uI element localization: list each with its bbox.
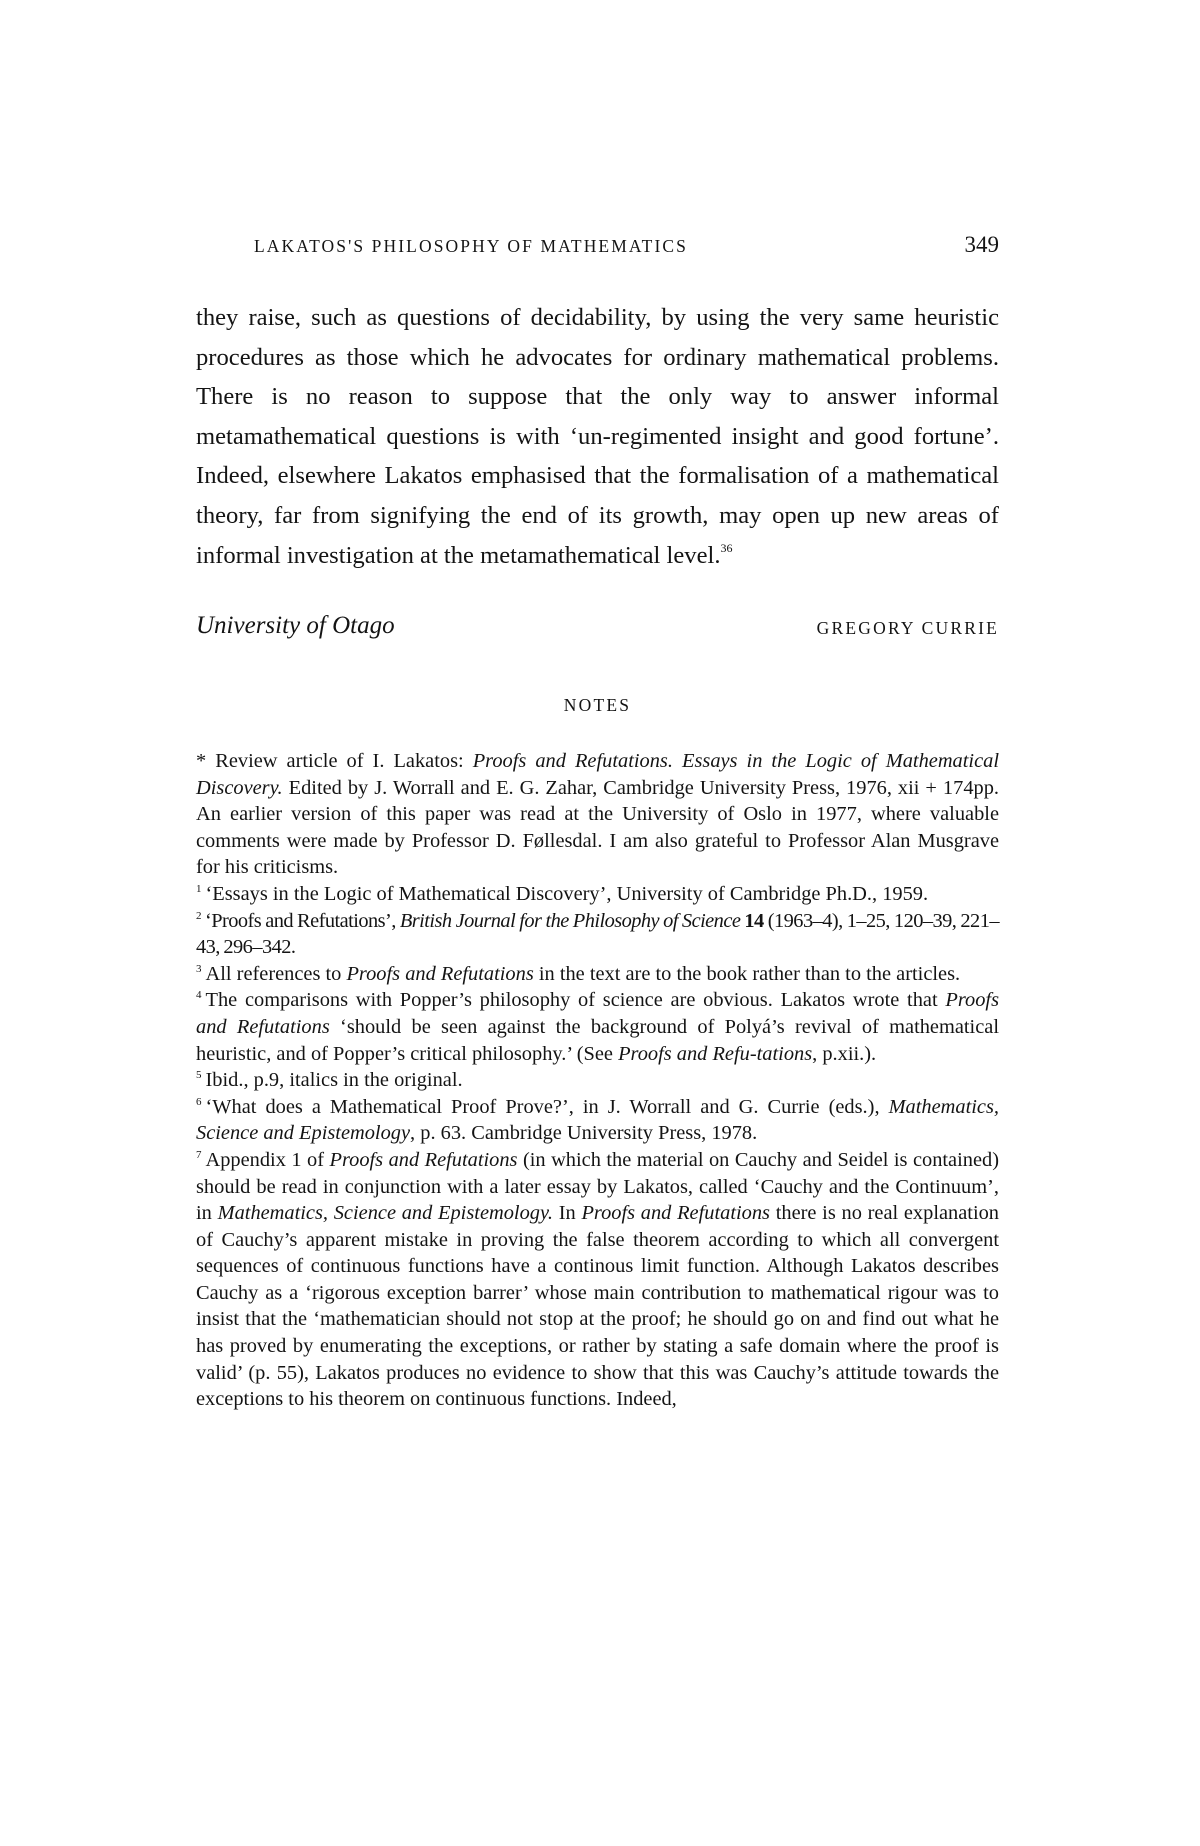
note-text: All references to [205, 962, 347, 985]
footnote-reference: 36 [720, 540, 733, 555]
note-1 [196, 881, 999, 908]
notes-list [196, 748, 999, 1413]
note-text: (in which the material on Cauchy and Seidel is contained) should be read in conjunction with a later essay by Lakatos, called ‘Cauchy and the Continuum’, in [196, 1148, 999, 1225]
note-text: Proofs and Refutations [346, 962, 534, 985]
note-text: ‘should be seen against the background of Polyá’s revival of mathematical heuristic, and of Popper’s critical philosophy.’ (See [196, 1015, 999, 1065]
note-marker: 2 [196, 909, 201, 922]
note-text: Proofs and Refutations [581, 1202, 770, 1225]
note-text: ‘Essays in the Logic of Mathematical Discovery’, University of Cambridge Ph.D., 1959. [205, 882, 929, 905]
note-marker: 1 [196, 882, 202, 895]
note-marker: 4 [196, 989, 202, 1002]
author-affiliation: University of Otago [196, 612, 395, 639]
note-5 [196, 1067, 999, 1094]
note-text: Mathematics, Science and Epistemology. [217, 1202, 553, 1225]
author-name: GREGORY CURRIE [816, 618, 999, 638]
note-2 [196, 908, 999, 961]
note-4 [196, 987, 999, 1067]
note-text: Appendix 1 of [205, 1148, 330, 1171]
note-text: ‘Proofs and Refutations’, [204, 909, 400, 932]
note-text: The comparisons with Popper’s philosophy of science are obvious. Lakatos wrote that [205, 989, 946, 1012]
notes-heading: NOTES [563, 695, 632, 715]
note-text: 14 [744, 909, 764, 932]
page-number: 349 [964, 232, 999, 257]
note-text: Edited by J. Worrall and E. G. Zahar, Cambridge University Press, 1976, xii + 174pp. An earlier version of this paper was read at the University of Oslo in 1977, where valuable comments were made by Professor D. Føllesdal. I am also grateful to Professor Alan Musgrave for his criticisms. [196, 776, 999, 879]
note-text: In [553, 1202, 582, 1225]
note-text: Mathematics, Science and Epistemology [196, 1095, 999, 1145]
note-6 [196, 1094, 999, 1147]
note-text: Review article of I. Lakatos: [215, 750, 473, 772]
note-text: (1963–4), 1–25, 120–39, 221–43, 296–342. [196, 909, 999, 959]
note-text: there is no real explanation of Cauchy’s apparent mistake in proving the false theorem according to which all convergent sequences of continuous functions have a continous limit function. Although Lakatos describes Cauchy as a ‘rigorous exception barrer’ whose main contribution to mathematical rigour was to insist that the ‘mathematician should not stop at the proof; he should go on and find out what he has proved by enumerating the exceptions, or rather by stating a safe domain where the proof is valid’ (p. 55), Lakatos produces no evidence to show that this was Cauchy’s attitude towards the exceptions to his theorem on continuous functions. Indeed, [196, 1202, 1000, 1411]
note-marker: * [196, 750, 216, 772]
note-marker: 7 [196, 1148, 202, 1161]
note-marker: 3 [196, 962, 202, 975]
note-text: Proofs and Refutations [196, 989, 999, 1038]
note-text: Proofs and Refutations. Essays in the Logic of Mathematical Discovery. [196, 750, 999, 799]
note-marker: 5 [196, 1069, 202, 1082]
note-text: Proofs and Refutations [329, 1148, 518, 1171]
note-star [196, 748, 999, 881]
running-head [196, 232, 999, 266]
note-text: , p. 63. Cambridge University Press, 1978. [410, 1122, 758, 1145]
note-text: in the text are to the book rather than to the articles. [533, 962, 961, 985]
note-text: ‘What does a Mathematical Proof Prove?’, in J. Worrall and G. Currie (eds.), [205, 1095, 889, 1118]
note-text: , p.xii.). [812, 1042, 877, 1065]
note-marker: 6 [196, 1095, 202, 1108]
note-3 [196, 961, 999, 988]
running-title: LAKATOS'S PHILOSOPHY OF MATHEMATICS [254, 236, 689, 256]
byline [196, 612, 999, 646]
note-text: British Journal for the Philosophy of Science [399, 909, 741, 932]
note-7 [196, 1147, 999, 1413]
note-text: Ibid., p.9, italics in the original. [205, 1069, 463, 1092]
body-paragraph-text: they raise, such as questions of decidability, by using the very same heuristic procedures as those which he advocates for ordinary mathematical problems. There is no reason to suppose that the only way to answer informal metamathematical questions is with ‘un-regimented insight and good fortune’. Indeed, elsewhere Lakatos emphasised that the formalisation of a mathematical theory, far from signifying the end of its growth, may open up new areas of informal investigation at the metamathematical level. [196, 304, 999, 569]
body-paragraph [196, 298, 999, 575]
note-text: Proofs and Refu-tations [618, 1042, 813, 1065]
